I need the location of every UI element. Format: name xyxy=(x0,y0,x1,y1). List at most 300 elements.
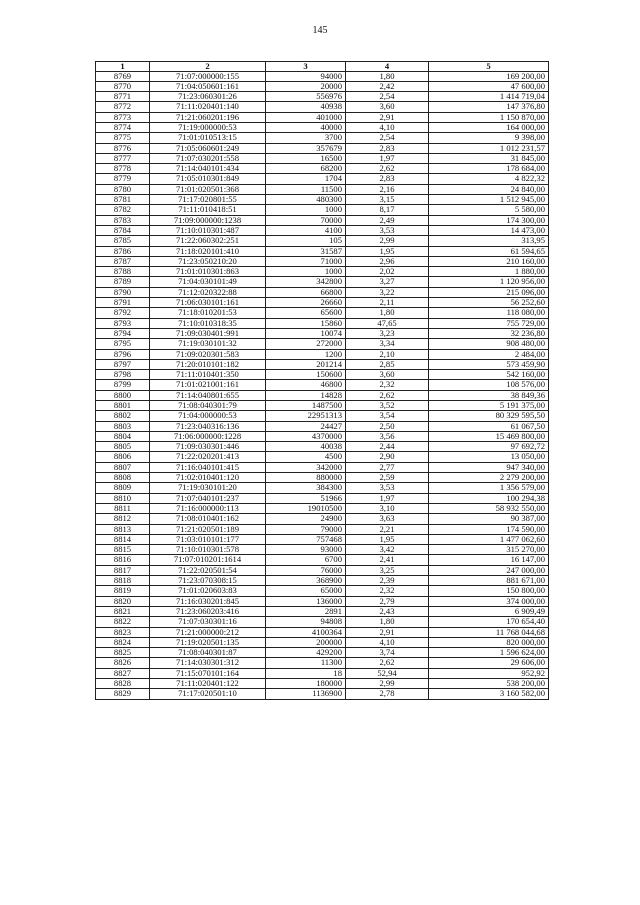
value-cell: 538 200,00 xyxy=(429,679,549,689)
table-row xyxy=(96,411,549,421)
value-cell: 11 768 044,68 xyxy=(429,627,549,637)
rate-cell: 3,22 xyxy=(346,287,429,297)
table-row xyxy=(96,328,549,338)
cadastral-number-cell: 71:07:000000:155 xyxy=(150,71,266,81)
area-cell: 384300 xyxy=(266,483,346,493)
value-cell: 573 459,90 xyxy=(429,359,549,369)
area-cell: 65600 xyxy=(266,308,346,318)
area-cell: 1000 xyxy=(266,205,346,215)
value-cell: 820 000,00 xyxy=(429,637,549,647)
row-number-cell: 8795 xyxy=(96,339,150,349)
cadastral-number-cell: 71:01:010301:863 xyxy=(150,267,266,277)
value-cell: 952,92 xyxy=(429,668,549,678)
row-number-cell: 8785 xyxy=(96,236,150,246)
table-row xyxy=(96,308,549,318)
rate-cell: 2,44 xyxy=(346,442,429,452)
rate-cell: 2,41 xyxy=(346,555,429,565)
table-row xyxy=(96,225,549,235)
area-cell: 24427 xyxy=(266,421,346,431)
area-cell: 105 xyxy=(266,236,346,246)
row-number-cell: 8770 xyxy=(96,81,150,91)
cadastral-number-cell: 71:12:020322:88 xyxy=(150,287,266,297)
table-header-row xyxy=(96,62,549,72)
cadastral-number-cell: 71:22:020201:413 xyxy=(150,452,266,462)
table-row xyxy=(96,277,549,287)
value-cell: 56 252,60 xyxy=(429,298,549,308)
value-cell: 1 880,00 xyxy=(429,267,549,277)
table-row xyxy=(96,545,549,555)
cadastral-number-cell: 71:06:000000:1228 xyxy=(150,431,266,441)
table-row xyxy=(96,473,549,483)
table-row xyxy=(96,287,549,297)
cadastral-number-cell: 71:08:040301:87 xyxy=(150,648,266,658)
rate-cell: 3,74 xyxy=(346,648,429,658)
value-cell: 1 477 062,60 xyxy=(429,534,549,544)
value-cell: 1 012 231,57 xyxy=(429,143,549,153)
rate-cell: 2,90 xyxy=(346,452,429,462)
cadastral-number-cell: 71:22:020501:54 xyxy=(150,565,266,575)
cadastral-number-cell: 71:11:010418:51 xyxy=(150,205,266,215)
table-row xyxy=(96,318,549,328)
cadastral-number-cell: 71:01:020501:368 xyxy=(150,184,266,194)
rate-cell: 3,63 xyxy=(346,514,429,524)
row-number-cell: 8813 xyxy=(96,524,150,534)
rate-cell: 2,49 xyxy=(346,215,429,225)
area-cell: 1200 xyxy=(266,349,346,359)
area-cell: 1704 xyxy=(266,174,346,184)
area-cell: 18 xyxy=(266,668,346,678)
rate-cell: 2,62 xyxy=(346,164,429,174)
area-cell: 757468 xyxy=(266,534,346,544)
value-cell: 315 270,00 xyxy=(429,545,549,555)
row-number-cell: 8812 xyxy=(96,514,150,524)
cadastral-number-cell: 71:18:020101:410 xyxy=(150,246,266,256)
rate-cell: 1,95 xyxy=(346,534,429,544)
table-row xyxy=(96,102,549,112)
table-row xyxy=(96,627,549,637)
row-number-cell: 8780 xyxy=(96,184,150,194)
table-row xyxy=(96,442,549,452)
area-cell: 150600 xyxy=(266,370,346,380)
rate-cell: 52,94 xyxy=(346,668,429,678)
area-cell: 26660 xyxy=(266,298,346,308)
cadastral-number-cell: 71:23:060203:416 xyxy=(150,606,266,616)
cadastral-number-cell: 71:21:020501:189 xyxy=(150,524,266,534)
row-number-cell: 8783 xyxy=(96,215,150,225)
cadastral-number-cell: 71:23:060301:26 xyxy=(150,92,266,102)
row-number-cell: 8826 xyxy=(96,658,150,668)
row-number-cell: 8796 xyxy=(96,349,150,359)
rate-cell: 2,59 xyxy=(346,473,429,483)
row-number-cell: 8803 xyxy=(96,421,150,431)
rate-cell: 2,43 xyxy=(346,606,429,616)
area-cell: 136000 xyxy=(266,596,346,606)
cadastral-number-cell: 71:20:010101:182 xyxy=(150,359,266,369)
table-row xyxy=(96,483,549,493)
value-cell: 90 387,00 xyxy=(429,514,549,524)
cadastral-number-cell: 71:09:000000:1238 xyxy=(150,215,266,225)
table-row xyxy=(96,380,549,390)
rate-cell: 4,10 xyxy=(346,122,429,132)
table-row xyxy=(96,81,549,91)
cadastral-number-cell: 71:01:010513:15 xyxy=(150,133,266,143)
row-number-cell: 8808 xyxy=(96,473,150,483)
row-number-cell: 8816 xyxy=(96,555,150,565)
rate-cell: 3,53 xyxy=(346,225,429,235)
cadastral-number-cell: 71:23:070308:15 xyxy=(150,576,266,586)
value-cell: 97 692,72 xyxy=(429,442,549,452)
value-cell: 108 576,00 xyxy=(429,380,549,390)
row-number-cell: 8828 xyxy=(96,679,150,689)
row-number-cell: 8809 xyxy=(96,483,150,493)
table-row xyxy=(96,205,549,215)
area-cell: 180000 xyxy=(266,679,346,689)
area-cell: 11500 xyxy=(266,184,346,194)
rate-cell: 2,42 xyxy=(346,81,429,91)
rate-cell: 1,97 xyxy=(346,153,429,163)
value-cell: 80 329 595,50 xyxy=(429,411,549,421)
area-cell: 200000 xyxy=(266,637,346,647)
value-cell: 170 654,40 xyxy=(429,617,549,627)
cadastral-number-cell: 71:07:010201:1614 xyxy=(150,555,266,565)
row-number-cell: 8791 xyxy=(96,298,150,308)
rate-cell: 2,50 xyxy=(346,421,429,431)
rate-cell: 2,99 xyxy=(346,679,429,689)
row-number-cell: 8784 xyxy=(96,225,150,235)
row-number-cell: 8818 xyxy=(96,576,150,586)
area-cell: 4100364 xyxy=(266,627,346,637)
row-number-cell: 8824 xyxy=(96,637,150,647)
value-cell: 32 236,80 xyxy=(429,328,549,338)
rate-cell: 3,15 xyxy=(346,195,429,205)
value-cell: 29 606,00 xyxy=(429,658,549,668)
value-cell: 1 150 870,00 xyxy=(429,112,549,122)
rate-cell: 4,10 xyxy=(346,637,429,647)
cadastral-number-cell: 71:16:040101:415 xyxy=(150,462,266,472)
row-number-cell: 8800 xyxy=(96,390,150,400)
rate-cell: 2,02 xyxy=(346,267,429,277)
value-cell: 174 300,00 xyxy=(429,215,549,225)
rate-cell: 1,80 xyxy=(346,71,429,81)
cadastral-number-cell: 71:08:010401:162 xyxy=(150,514,266,524)
area-cell: 65000 xyxy=(266,586,346,596)
value-cell: 881 671,00 xyxy=(429,576,549,586)
row-number-cell: 8772 xyxy=(96,102,150,112)
table-row xyxy=(96,658,549,668)
value-cell: 61 067,50 xyxy=(429,421,549,431)
row-number-cell: 8827 xyxy=(96,668,150,678)
value-cell: 38 849,36 xyxy=(429,390,549,400)
row-number-cell: 8793 xyxy=(96,318,150,328)
area-cell: 14828 xyxy=(266,390,346,400)
column-header: 2 xyxy=(150,62,266,72)
cadastral-number-cell: 71:07:030301:16 xyxy=(150,617,266,627)
area-cell: 1136900 xyxy=(266,689,346,699)
rate-cell: 2,62 xyxy=(346,390,429,400)
cadastral-number-cell: 71:11:020401:140 xyxy=(150,102,266,112)
area-cell: 24900 xyxy=(266,514,346,524)
rate-cell: 3,42 xyxy=(346,545,429,555)
row-number-cell: 8799 xyxy=(96,380,150,390)
table-row xyxy=(96,174,549,184)
cadastral-number-cell: 71:02:010401:120 xyxy=(150,473,266,483)
row-number-cell: 8789 xyxy=(96,277,150,287)
area-cell: 71000 xyxy=(266,256,346,266)
rate-cell: 2,78 xyxy=(346,689,429,699)
row-number-cell: 8804 xyxy=(96,431,150,441)
area-cell: 401000 xyxy=(266,112,346,122)
value-cell: 247 000,00 xyxy=(429,565,549,575)
table-row xyxy=(96,298,549,308)
row-number-cell: 8774 xyxy=(96,122,150,132)
rate-cell: 2,91 xyxy=(346,112,429,122)
rate-cell: 1,97 xyxy=(346,493,429,503)
table-body xyxy=(96,71,549,699)
row-number-cell: 8794 xyxy=(96,328,150,338)
cadastral-number-cell: 71:09:030301:446 xyxy=(150,442,266,452)
value-cell: 3 160 582,00 xyxy=(429,689,549,699)
cadastral-number-cell: 71:22:060302:251 xyxy=(150,236,266,246)
table-row xyxy=(96,349,549,359)
row-number-cell: 8769 xyxy=(96,71,150,81)
cadastral-number-cell: 71:16:000000:113 xyxy=(150,503,266,513)
value-cell: 100 294,38 xyxy=(429,493,549,503)
table-row xyxy=(96,606,549,616)
area-cell: 556976 xyxy=(266,92,346,102)
table-row xyxy=(96,339,549,349)
rate-cell: 2,16 xyxy=(346,184,429,194)
rate-cell: 3,56 xyxy=(346,431,429,441)
rate-cell: 2,39 xyxy=(346,576,429,586)
area-cell: 40000 xyxy=(266,122,346,132)
area-cell: 11300 xyxy=(266,658,346,668)
row-number-cell: 8782 xyxy=(96,205,150,215)
rate-cell: 1,80 xyxy=(346,617,429,627)
area-cell: 1487500 xyxy=(266,401,346,411)
area-cell: 272000 xyxy=(266,339,346,349)
row-number-cell: 8817 xyxy=(96,565,150,575)
cadastral-number-cell: 71:10:010318:35 xyxy=(150,318,266,328)
area-cell: 51966 xyxy=(266,493,346,503)
rate-cell: 2,54 xyxy=(346,92,429,102)
row-number-cell: 8819 xyxy=(96,586,150,596)
cadastral-number-cell: 71:07:030201:558 xyxy=(150,153,266,163)
rate-cell: 2,83 xyxy=(346,143,429,153)
table-row xyxy=(96,421,549,431)
row-number-cell: 8823 xyxy=(96,627,150,637)
cadastral-number-cell: 71:05:010301:849 xyxy=(150,174,266,184)
rate-cell: 2,32 xyxy=(346,380,429,390)
row-number-cell: 8801 xyxy=(96,401,150,411)
cadastral-number-cell: 71:01:020603:83 xyxy=(150,586,266,596)
value-cell: 13 050,00 xyxy=(429,452,549,462)
cadastral-number-cell: 71:09:020301:583 xyxy=(150,349,266,359)
cadastral-number-cell: 71:18:010201:53 xyxy=(150,308,266,318)
row-number-cell: 8820 xyxy=(96,596,150,606)
row-number-cell: 8786 xyxy=(96,246,150,256)
cadastral-number-cell: 71:15:070101:164 xyxy=(150,668,266,678)
cadastral-number-cell: 71:09:030401:991 xyxy=(150,328,266,338)
value-cell: 14 473,00 xyxy=(429,225,549,235)
area-cell: 429200 xyxy=(266,648,346,658)
value-cell: 2 279 200,00 xyxy=(429,473,549,483)
rate-cell: 2,62 xyxy=(346,658,429,668)
cadastral-number-cell: 71:23:040316:136 xyxy=(150,421,266,431)
row-number-cell: 8776 xyxy=(96,143,150,153)
value-cell: 24 840,00 xyxy=(429,184,549,194)
row-number-cell: 8822 xyxy=(96,617,150,627)
row-number-cell: 8775 xyxy=(96,133,150,143)
rate-cell: 3,25 xyxy=(346,565,429,575)
row-number-cell: 8788 xyxy=(96,267,150,277)
area-cell: 4370000 xyxy=(266,431,346,441)
area-cell: 880000 xyxy=(266,473,346,483)
rate-cell: 1,95 xyxy=(346,246,429,256)
row-number-cell: 8825 xyxy=(96,648,150,658)
row-number-cell: 8802 xyxy=(96,411,150,421)
cadastral-number-cell: 71:04:050601:161 xyxy=(150,81,266,91)
cadastral-number-cell: 71:17:020501:10 xyxy=(150,689,266,699)
area-cell: 4500 xyxy=(266,452,346,462)
column-header: 3 xyxy=(266,62,346,72)
area-cell: 15860 xyxy=(266,318,346,328)
table-row xyxy=(96,617,549,627)
table-row xyxy=(96,215,549,225)
row-number-cell: 8777 xyxy=(96,153,150,163)
table-row xyxy=(96,143,549,153)
area-cell: 66800 xyxy=(266,287,346,297)
row-number-cell: 8771 xyxy=(96,92,150,102)
cadastral-number-cell: 71:08:040301:79 xyxy=(150,401,266,411)
area-cell: 357679 xyxy=(266,143,346,153)
row-number-cell: 8815 xyxy=(96,545,150,555)
cadastral-number-cell: 71:06:030101:161 xyxy=(150,298,266,308)
value-cell: 210 160,00 xyxy=(429,256,549,266)
table-row xyxy=(96,256,549,266)
value-cell: 2 484,00 xyxy=(429,349,549,359)
value-cell: 542 160,00 xyxy=(429,370,549,380)
rate-cell: 3,60 xyxy=(346,102,429,112)
area-cell: 1000 xyxy=(266,267,346,277)
area-cell: 68200 xyxy=(266,164,346,174)
rate-cell: 3,52 xyxy=(346,401,429,411)
cadastral-number-cell: 71:10:010301:578 xyxy=(150,545,266,555)
table-row xyxy=(96,689,549,699)
cadastral-number-cell: 71:19:000000:53 xyxy=(150,122,266,132)
row-number-cell: 8781 xyxy=(96,195,150,205)
column-header: 4 xyxy=(346,62,429,72)
table-row xyxy=(96,462,549,472)
row-number-cell: 8814 xyxy=(96,534,150,544)
rate-cell: 3,10 xyxy=(346,503,429,513)
value-cell: 58 932 550,00 xyxy=(429,503,549,513)
cadastral-number-cell: 71:17:020801:55 xyxy=(150,195,266,205)
table-row xyxy=(96,359,549,369)
value-cell: 6 909,49 xyxy=(429,606,549,616)
table-row xyxy=(96,236,549,246)
row-number-cell: 8805 xyxy=(96,442,150,452)
rate-cell: 3,60 xyxy=(346,370,429,380)
cadastral-number-cell: 71:01:021001:161 xyxy=(150,380,266,390)
rate-cell: 2,11 xyxy=(346,298,429,308)
row-number-cell: 8806 xyxy=(96,452,150,462)
area-cell: 20000 xyxy=(266,81,346,91)
table-row xyxy=(96,71,549,81)
value-cell: 16 147,00 xyxy=(429,555,549,565)
column-header: 5 xyxy=(429,62,549,72)
rate-cell: 2,99 xyxy=(346,236,429,246)
area-cell: 16500 xyxy=(266,153,346,163)
cadastral-number-cell: 71:05:060601:249 xyxy=(150,143,266,153)
rate-cell: 2,32 xyxy=(346,586,429,596)
area-cell: 70000 xyxy=(266,215,346,225)
area-cell: 93000 xyxy=(266,545,346,555)
row-number-cell: 8807 xyxy=(96,462,150,472)
table-row xyxy=(96,503,549,513)
cadastral-number-cell: 71:21:060201:196 xyxy=(150,112,266,122)
area-cell: 3700 xyxy=(266,133,346,143)
row-number-cell: 8790 xyxy=(96,287,150,297)
table-row xyxy=(96,493,549,503)
table-row xyxy=(96,401,549,411)
table-row xyxy=(96,555,549,565)
row-number-cell: 8778 xyxy=(96,164,150,174)
cadastral-number-cell: 71:19:030101:32 xyxy=(150,339,266,349)
value-cell: 164 000,00 xyxy=(429,122,549,132)
area-cell: 6700 xyxy=(266,555,346,565)
value-cell: 1 596 624,00 xyxy=(429,648,549,658)
value-cell: 5 580,00 xyxy=(429,205,549,215)
value-cell: 174 590,00 xyxy=(429,524,549,534)
value-cell: 947 340,00 xyxy=(429,462,549,472)
cadastral-number-cell: 71:16:030201:845 xyxy=(150,596,266,606)
table-row xyxy=(96,112,549,122)
table-row xyxy=(96,576,549,586)
area-cell: 22951313 xyxy=(266,411,346,421)
value-cell: 5 191 375,00 xyxy=(429,401,549,411)
data-table xyxy=(95,61,549,700)
table-row xyxy=(96,133,549,143)
value-cell: 908 480,00 xyxy=(429,339,549,349)
row-number-cell: 8829 xyxy=(96,689,150,699)
value-cell: 31 845,00 xyxy=(429,153,549,163)
table-row xyxy=(96,679,549,689)
area-cell: 31587 xyxy=(266,246,346,256)
value-cell: 1 120 956,00 xyxy=(429,277,549,287)
value-cell: 150 800,00 xyxy=(429,586,549,596)
row-number-cell: 8773 xyxy=(96,112,150,122)
area-cell: 368900 xyxy=(266,576,346,586)
rate-cell: 2,85 xyxy=(346,359,429,369)
table-row xyxy=(96,596,549,606)
table-row xyxy=(96,164,549,174)
table-row xyxy=(96,246,549,256)
value-cell: 147 376,80 xyxy=(429,102,549,112)
area-cell: 94000 xyxy=(266,71,346,81)
value-cell: 1 414 719,04 xyxy=(429,92,549,102)
value-cell: 61 594,65 xyxy=(429,246,549,256)
rate-cell: 2,96 xyxy=(346,256,429,266)
area-cell: 19010500 xyxy=(266,503,346,513)
rate-cell: 2,77 xyxy=(346,462,429,472)
table-row xyxy=(96,648,549,658)
value-cell: 374 000,00 xyxy=(429,596,549,606)
rate-cell: 1,80 xyxy=(346,308,429,318)
area-cell: 79000 xyxy=(266,524,346,534)
area-cell: 4100 xyxy=(266,225,346,235)
row-number-cell: 8798 xyxy=(96,370,150,380)
value-cell: 755 729,00 xyxy=(429,318,549,328)
